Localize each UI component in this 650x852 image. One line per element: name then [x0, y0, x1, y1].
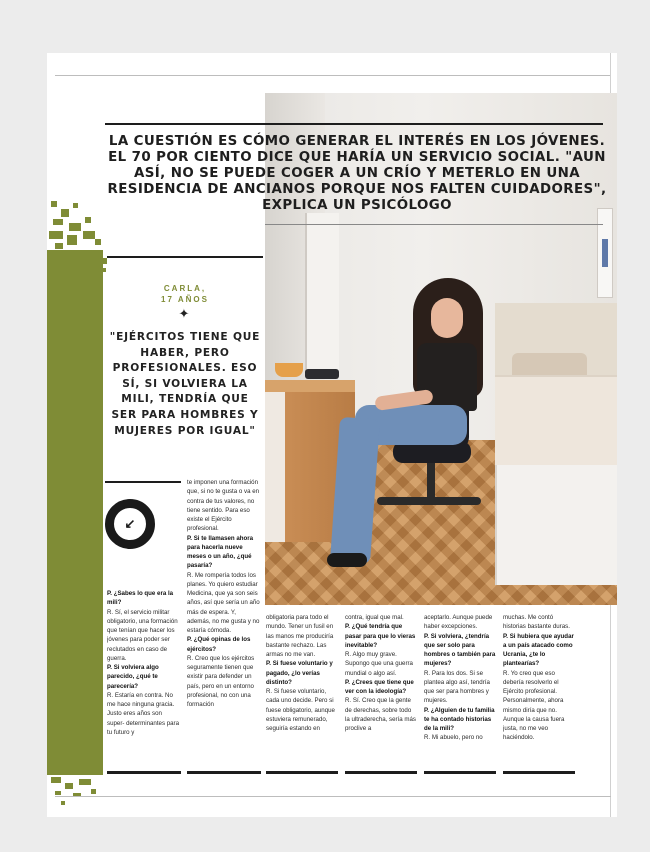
- question-paragraph: [424, 632, 496, 669]
- pixel-decor: [91, 789, 96, 794]
- interview-question: P. ¿Qué opinas de los ejércitos?: [187, 636, 251, 653]
- interview-question: P. ¿Alguien de tu familia te ha contado historias de la mili?: [424, 706, 495, 732]
- star-icon: ✦: [178, 306, 190, 321]
- pixel-decor: [55, 791, 61, 795]
- chair-base: [377, 497, 481, 505]
- question-paragraph: [345, 622, 417, 650]
- question-paragraph: [345, 678, 417, 697]
- question-paragraph: [503, 632, 575, 669]
- top-rule: [55, 75, 611, 76]
- column-bottom-rule: [345, 771, 417, 774]
- question-paragraph: [424, 706, 496, 734]
- text-column-3: [266, 613, 338, 769]
- magazine-page: [47, 53, 617, 817]
- column-bottom-rule: [107, 771, 181, 774]
- column-bottom-rule: [424, 771, 496, 774]
- pull-quote: "EJÉRCITOS TIENE QUE HABER, PERO PROFESIONALES. ESO SÍ, SI VOLVIERA LA MILI, TENDRÍA QUE SER PARA HOMBRES Y MUJERES POR IGUAL": [109, 331, 261, 437]
- answer-paragraph: R. Yo creo que eso debería resolverlo el Ejército profesional. Personalmente, ahora mismo diría que no. Aunque la causa fuera justa, no me veo haciéndolo.: [503, 669, 565, 742]
- text-column-4: [345, 613, 417, 769]
- pixel-decor: [85, 217, 91, 223]
- chair-post: [427, 461, 435, 501]
- pixel-decor: [69, 223, 81, 231]
- bed-base: [495, 465, 617, 585]
- desk-side: [265, 392, 285, 542]
- text-column-5: [424, 613, 496, 769]
- question-paragraph: [187, 534, 261, 571]
- answer-paragraph: R. Sí, el servicio militar obligatorio, una formación que tenían que hacer los jóvenes para poder ser reclutados en caso de guerra.: [107, 608, 178, 662]
- headline-rule: [105, 123, 603, 125]
- answer-paragraph: contra, igual que mal.: [345, 614, 404, 621]
- answer-paragraph: R. Mi abuelo, pero no: [424, 734, 483, 742]
- pixel-decor: [53, 219, 63, 225]
- answer-paragraph: R. Si fuese voluntario, cada uno decide. Pero si fuese obligatorio, aunque estuviera remunerado, seguiría estando en: [266, 688, 335, 732]
- text-column-1: [107, 589, 181, 769]
- column-bottom-rule: [503, 771, 575, 774]
- text-column-6: [503, 613, 575, 769]
- bottom-rule: [55, 796, 611, 797]
- answer-paragraph: te imponen una formación que, si no te gusta o va en contra de tus valores, no tiene sentido. Para eso existe el Ejército profesional.: [187, 479, 260, 533]
- pixel-decor: [83, 231, 95, 239]
- interview-question: P. Si volviera algo parecido, ¿qué te parecería?: [107, 664, 159, 690]
- answer-paragraph: R. Para los dos. Si se plantea algo así, tendría que ser para hombres y mujeres.: [424, 669, 490, 705]
- girl-face: [431, 298, 463, 338]
- answer-paragraph: R. Creo que los ejércitos seguramente tienen que existir para defender un país, pero en un entorno profesional, no con una formación: [187, 654, 255, 708]
- column-bottom-rule: [187, 771, 261, 774]
- interview-question: P. ¿Crees que tiene que ver con la ideología?: [345, 678, 414, 695]
- orange-bag: [275, 363, 303, 377]
- quote-name: CARLA,: [163, 284, 207, 293]
- interview-question: P. ¿Qué tendría que pasar para que lo vieras inevitable?: [345, 623, 416, 649]
- question-paragraph: [107, 663, 181, 691]
- pixel-decor: [65, 783, 73, 789]
- interview-question: P. Si fuese voluntario y pagado, ¿lo verías distinto?: [266, 660, 333, 686]
- column-top-rule: [105, 481, 181, 483]
- answer-paragraph: aceptarlo. Aunque puede haber excepciones.: [424, 614, 493, 631]
- shelf: [305, 213, 339, 373]
- pixel-decor: [103, 268, 106, 272]
- pixel-decor: [79, 779, 91, 785]
- column-bottom-rule: [266, 771, 338, 774]
- bed: [495, 375, 617, 465]
- answer-paragraph: muchas. Me contó historias bastante duras.: [503, 614, 570, 631]
- answer-paragraph: R. Estaría en contra. No me hace ninguna gracia. Justo eres años son super- determinantes para tu futuro y: [107, 691, 180, 736]
- answer-paragraph: R. Me rompería todos los planes. Yo quiero estudiar Medicina, que ya son seis años, así que sería un año más de espera. Y, además, no me gusta y no estaría cómoda.: [187, 571, 260, 634]
- answer-paragraph: R. Algo muy grave. Supongo que una guerra mundial o algo así.: [345, 651, 413, 677]
- interview-question: P. Si volviera, ¿tendría que ser solo para hombres o también para mujeres?: [424, 632, 496, 668]
- arrow-down-left-icon: [105, 499, 155, 549]
- pixel-decor: [49, 231, 63, 239]
- desk-top: [265, 380, 355, 392]
- girl-shoe: [327, 553, 367, 567]
- text-column-2: [187, 478, 261, 769]
- interview-question: P. Si te llamasen ahora para hacerla nueve meses o un año, ¿qué pasaría?: [187, 534, 254, 570]
- pixel-decor: [73, 203, 78, 208]
- pixel-decor: [67, 235, 77, 245]
- headline-bottom-rule: [265, 224, 603, 225]
- pixel-decor: [51, 777, 61, 783]
- interview-question: P. ¿Sabes lo que era la mili?: [107, 590, 174, 607]
- arrow-glyph: ↙: [124, 516, 136, 531]
- green-side-band: [47, 250, 103, 775]
- pixel-decor: [103, 258, 107, 264]
- answer-paragraph: obligatoria para todo el mundo. Tener un fusil en las manos me produciría bastante rechazo. Las armas no me van.: [266, 614, 334, 658]
- answer-paragraph: R. Sí. Creo que la gente de derechas, sobre todo la ultraderecha, sería más proclive a: [345, 697, 416, 732]
- headline: LA CUESTIÓN ES CÓMO GENERAR EL INTERÉS EN LOS JÓVENES. EL 70 POR CIENTO DICE QUE HARÍA UN SERVICIO SOCIAL. "AUN ASÍ, NO SE PUEDE COGER A UN CRÍO Y METERLO EN UNA RESIDENCIA DE ANCIANOS PORQUE NOS FALTEN CUIDADORES", EXPLICA UN PSICÓLOGO: [107, 134, 607, 213]
- pixel-decor: [55, 243, 63, 249]
- question-paragraph: [187, 635, 261, 654]
- interview-question: P. Si hubiera que ayudar a un país atacado como Ucrania, ¿te lo plantearías?: [503, 632, 574, 668]
- pixel-decor: [51, 201, 57, 207]
- question-paragraph: [266, 659, 338, 687]
- laptop: [305, 369, 339, 379]
- pixel-decor: [61, 801, 65, 805]
- pixel-decor: [61, 209, 69, 217]
- quote-attribution: [107, 283, 263, 305]
- pixel-decor: [95, 239, 101, 245]
- quote-age: 17 AÑOS: [161, 295, 209, 304]
- wall-picture: [597, 208, 613, 298]
- question-paragraph: [107, 589, 181, 608]
- quote-rule: [107, 256, 263, 258]
